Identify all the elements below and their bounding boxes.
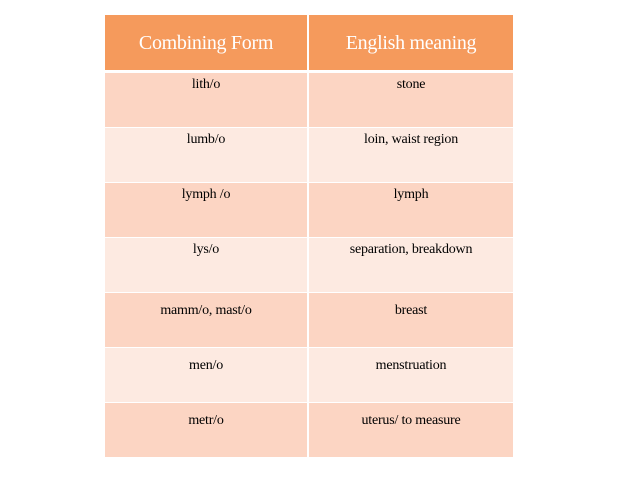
meaning-cell: uterus/ to measure	[361, 413, 461, 428]
table-row	[105, 293, 513, 348]
table-row	[105, 403, 513, 458]
table-row	[105, 183, 513, 238]
meaning-cell: breast	[394, 303, 428, 318]
combining-form-cell: lys/o	[105, 238, 309, 292]
table-row	[105, 73, 513, 128]
combining-form-cell: men/o	[105, 348, 309, 402]
combining-form-cell: mamm/o, mast/o	[105, 293, 309, 347]
combining-form-cell: lith/o	[105, 73, 309, 127]
meaning-cell: stone	[396, 77, 426, 92]
meaning-cell: loin, waist region	[364, 132, 458, 147]
table-row	[105, 238, 513, 293]
table-row	[105, 128, 513, 183]
meaning-cell: separation, breakdown	[349, 242, 473, 257]
combining-form-cell: metr/o	[105, 403, 309, 457]
table-row	[105, 348, 513, 403]
header-english-meaning: English meaning	[345, 32, 477, 54]
terminology-table	[105, 15, 513, 458]
header-combining-form: Combining Form	[105, 15, 309, 70]
table-header-row	[105, 15, 513, 73]
combining-form-cell: lymph /o	[105, 183, 309, 237]
meaning-cell: lymph	[393, 187, 429, 202]
combining-form-cell: lumb/o	[105, 128, 309, 182]
meaning-cell: menstruation	[375, 358, 447, 373]
